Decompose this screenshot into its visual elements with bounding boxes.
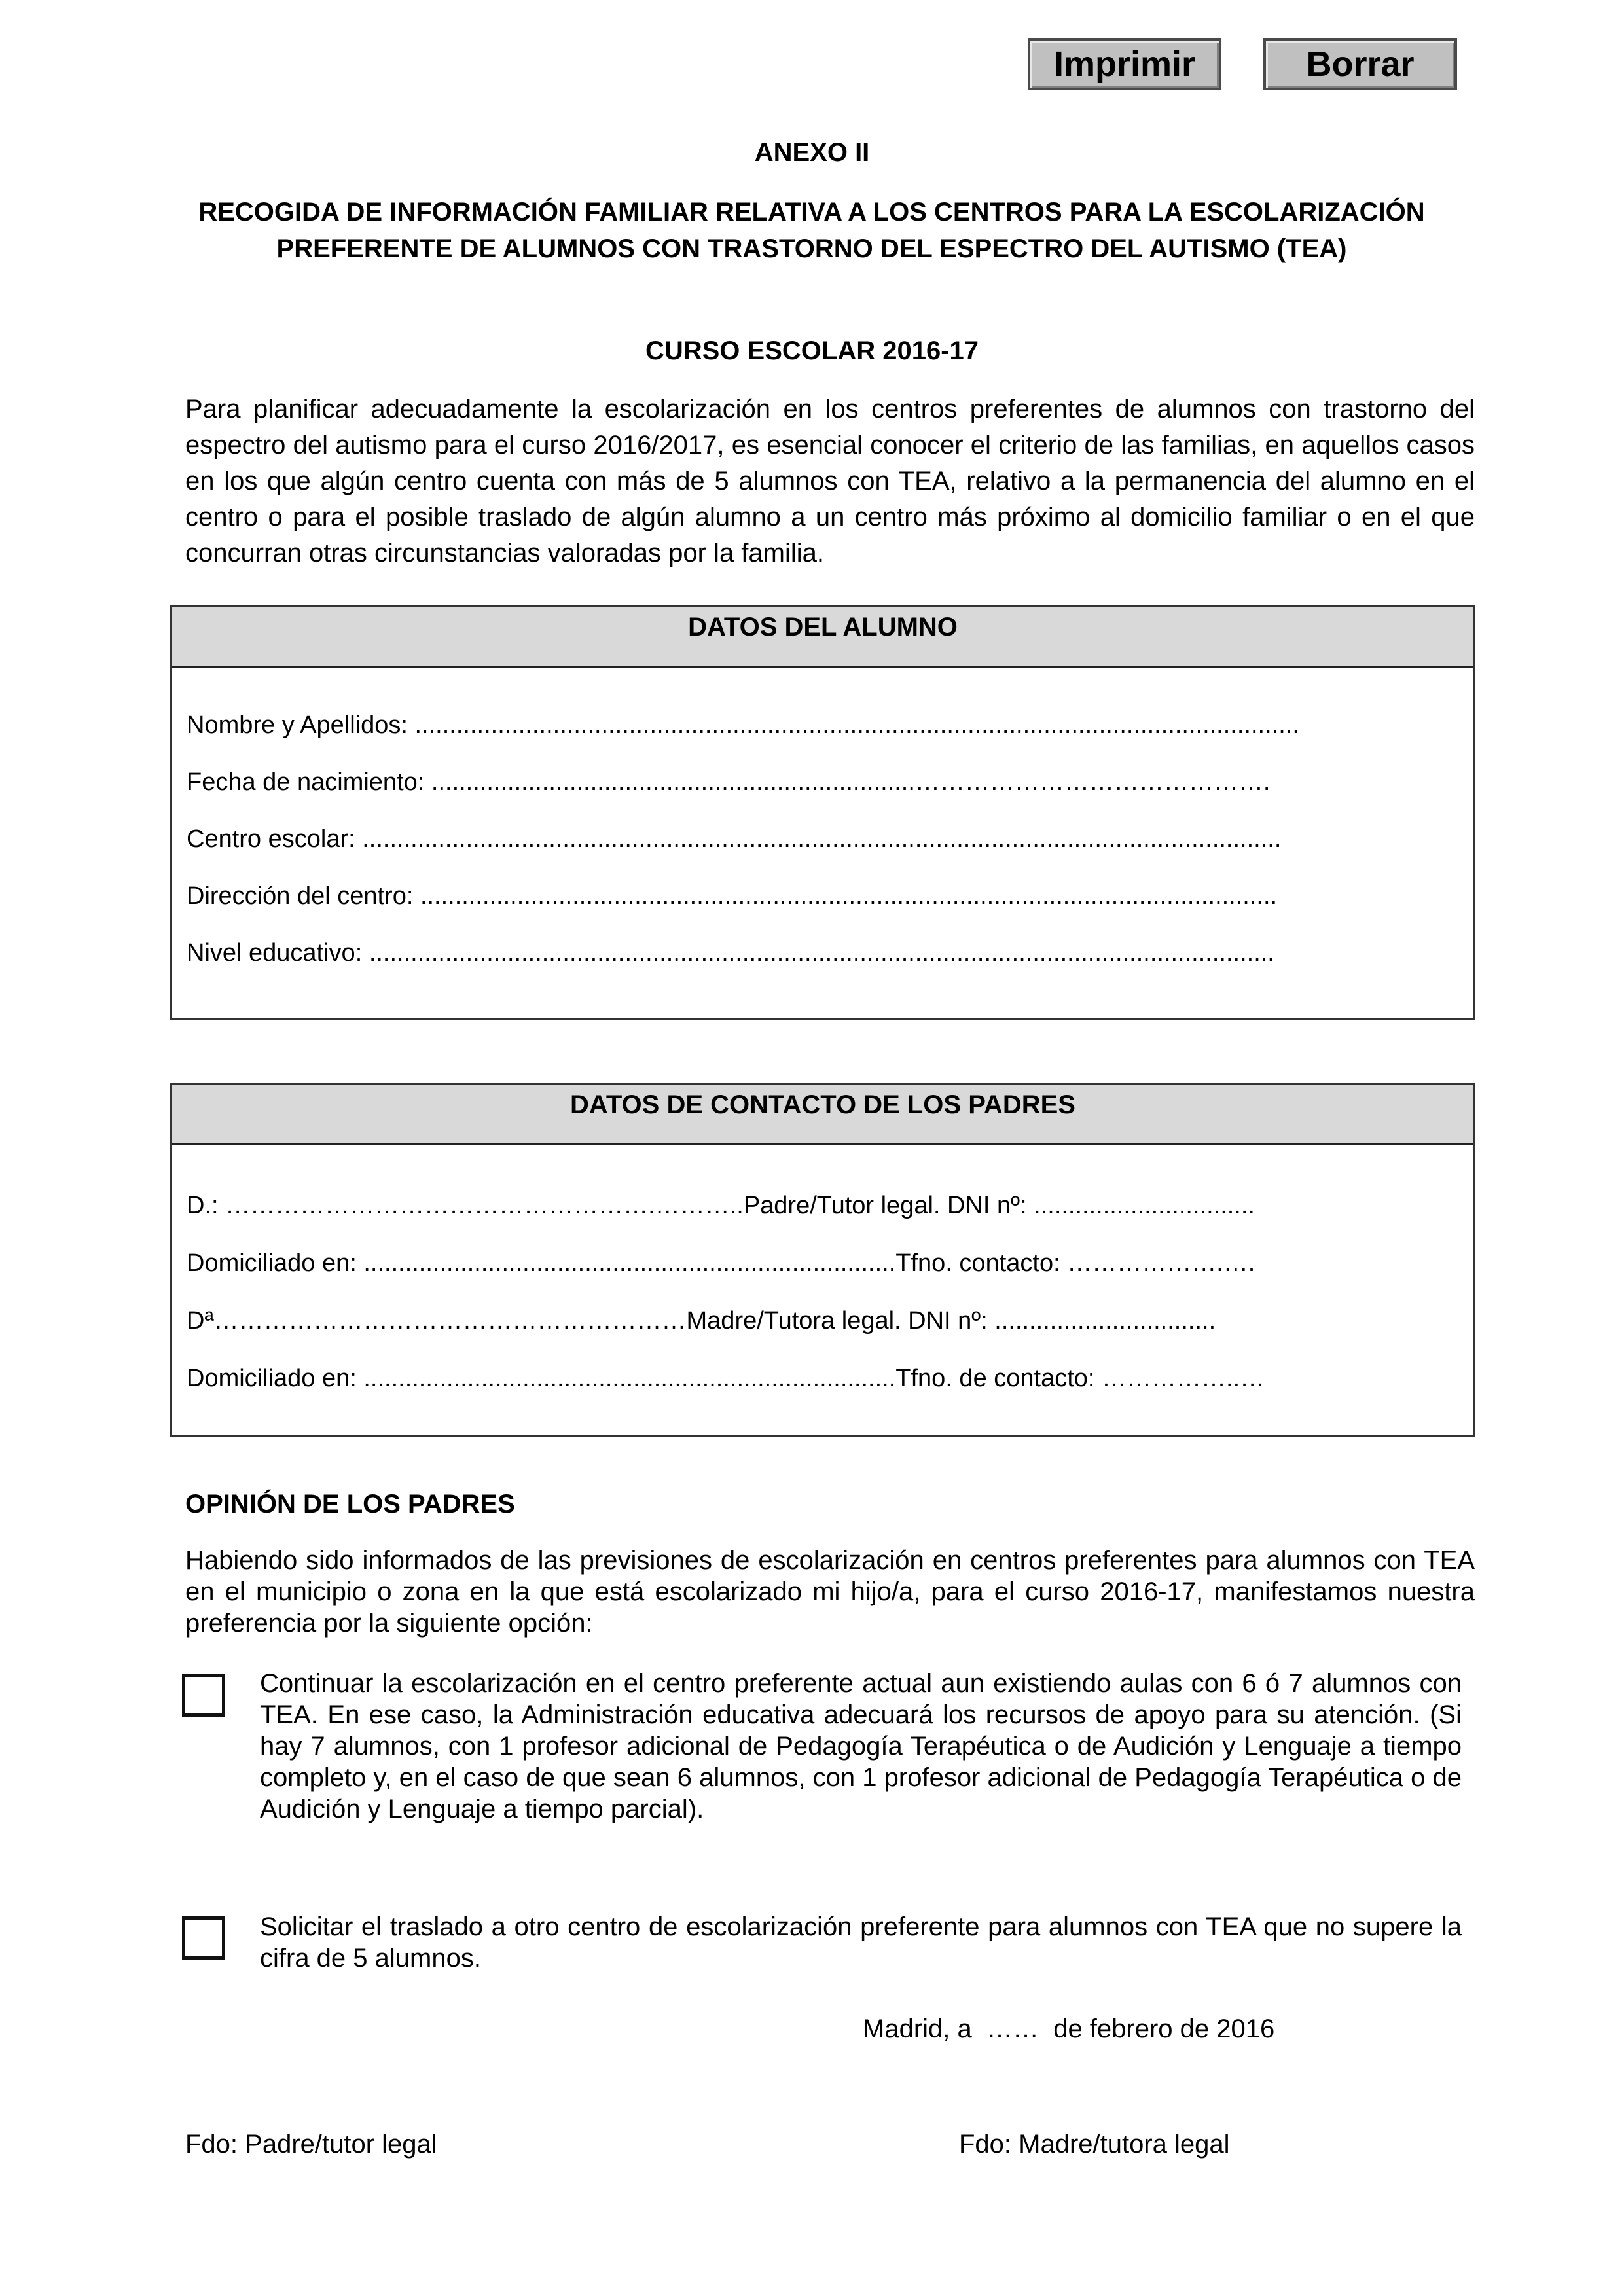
option-continue-text: Continuar la escolarización en el centro preferente actual aun existiendo aulas con 6 ó 7 alumnos con TEA. En ese caso, la Administración educativa adecuará los recursos de apoyo para su atención. (Si hay 7 alumnos, con 1 profesor adicional de Pedagogía Terapéutica o de Audición y Lenguaje a tiempo completo y, en el caso de que sean 6 alumnos, con 1 profesor adicional de Pedagogía Terapéutica o de Audición y Lenguaje a tiempo parcial).	[260, 1669, 1462, 1823]
father-address-blank[interactable]: .............................................................................	[363, 1249, 896, 1277]
student-section-title: DATOS DEL ALUMNO	[172, 607, 1473, 668]
school-year: CURSO ESCOLAR 2016-17	[645, 336, 979, 365]
father-role-label: Padre/Tutor legal. DNI nº:	[743, 1192, 1034, 1219]
field-blank[interactable]: ......................................................................…………………………………….	[431, 768, 1271, 796]
student-data-section	[170, 605, 1475, 1020]
mother-phone-blank[interactable]: ……………..…	[1102, 1365, 1265, 1392]
father-address-row	[187, 1247, 1255, 1280]
print-button[interactable]: Imprimir	[1028, 38, 1221, 90]
opinion-title: OPINIÓN DE LOS PADRES	[185, 1490, 515, 1518]
field-blank[interactable]: ................................................................................................................................	[414, 711, 1299, 739]
school-field[interactable]	[187, 823, 1281, 855]
opinion-intro: Habiendo sido informados de las previsiones de escolarización en centros preferentes para alumnos con TEA en el municipio o zona en la que está escolarizado mi hijo/a, para el curso 2016-17, manifestamos nuestra preferencia por la siguiente opción:	[185, 1546, 1475, 1638]
address-label: Domiciliado en:	[187, 1365, 364, 1392]
mother-role-label: Madre/Tutora legal. DNI nº:	[686, 1307, 995, 1335]
education-level-field[interactable]	[187, 937, 1274, 969]
father-prefix: D.:	[187, 1192, 226, 1219]
school-address-field[interactable]	[187, 880, 1277, 912]
mother-name-blank[interactable]: …………………………………………………	[213, 1307, 687, 1335]
mother-address-row	[187, 1362, 1265, 1395]
intro-paragraph: Para planificar adecuadamente la escolarización en los centros preferentes de alumnos con trastorno del espectro del autismo para el curso 2016/2017, es esencial conocer el criterio de las familias, en aquellos casos en los que algún centro cuenta con más de 5 alumnos con TEA, relativo a la permanencia del alumno en el centro o para el posible traslado de algún alumno a un centro más próximo al domicilio familiar o en el que concurran otras circunstancias valoradas por la familia.	[185, 395, 1475, 567]
field-label: Dirección del centro:	[187, 882, 420, 910]
mother-signature-label: Fdo: Madre/tutora legal	[959, 2130, 1230, 2159]
mother-address-blank[interactable]: .............................................................................	[363, 1365, 896, 1392]
father-signature-label: Fdo: Padre/tutor legal	[185, 2130, 437, 2159]
option-continue-checkbox[interactable]	[182, 1674, 225, 1717]
phone-label: Tfno. contacto:	[895, 1249, 1068, 1277]
option-transfer-checkbox[interactable]	[182, 1916, 225, 1960]
annex-label: ANEXO II	[754, 138, 870, 167]
option-transfer-text: Solicitar el traslado a otro centro de escolarización preferente para alumnos con TEA que no supere la cifra de 5 alumnos.	[260, 1912, 1462, 1973]
mother-dni-blank[interactable]: ................................	[994, 1307, 1216, 1335]
father-name-blank[interactable]: …………………………………………….………..	[225, 1192, 744, 1219]
field-label: Fecha de nacimiento:	[187, 768, 431, 796]
document-title: RECOGIDA DE INFORMACIÓN FAMILIAR RELATIVA A LOS CENTROS PARA LA ESCOLARIZACIÓN PREFERENTE DE ALUMNOS CON TRASTORNO DEL ESPECTRO DEL AUTISMO (TEA)	[198, 198, 1425, 263]
field-blank[interactable]: ...................................................................................................................................	[369, 939, 1274, 967]
birth-date-field[interactable]	[187, 766, 1270, 798]
field-blank[interactable]: ............................................................................................................................	[420, 882, 1278, 910]
student-name-field[interactable]	[187, 709, 1299, 742]
parents-contact-section	[170, 1083, 1475, 1437]
father-phone-blank[interactable]: ……………….….	[1067, 1249, 1255, 1277]
parents-section-title: DATOS DE CONTACTO DE LOS PADRES	[172, 1085, 1473, 1145]
father-dni-blank[interactable]: ................................	[1034, 1192, 1255, 1219]
field-label: Nivel educativo:	[187, 939, 369, 967]
clear-button[interactable]: Borrar	[1263, 38, 1457, 90]
father-row	[187, 1189, 1255, 1222]
address-label: Domiciliado en:	[187, 1249, 364, 1277]
field-label: Nombre y Apellidos:	[187, 711, 415, 739]
mother-row	[187, 1304, 1216, 1337]
phone-label: Tfno. de contacto:	[895, 1365, 1102, 1392]
place-date-line: Madrid, a …… de febrero de 2016	[863, 2015, 1275, 2043]
mother-prefix: Dª	[187, 1307, 214, 1335]
field-blank[interactable]: .....................................................................................................................................	[362, 825, 1282, 853]
field-label: Centro escolar:	[187, 825, 363, 853]
